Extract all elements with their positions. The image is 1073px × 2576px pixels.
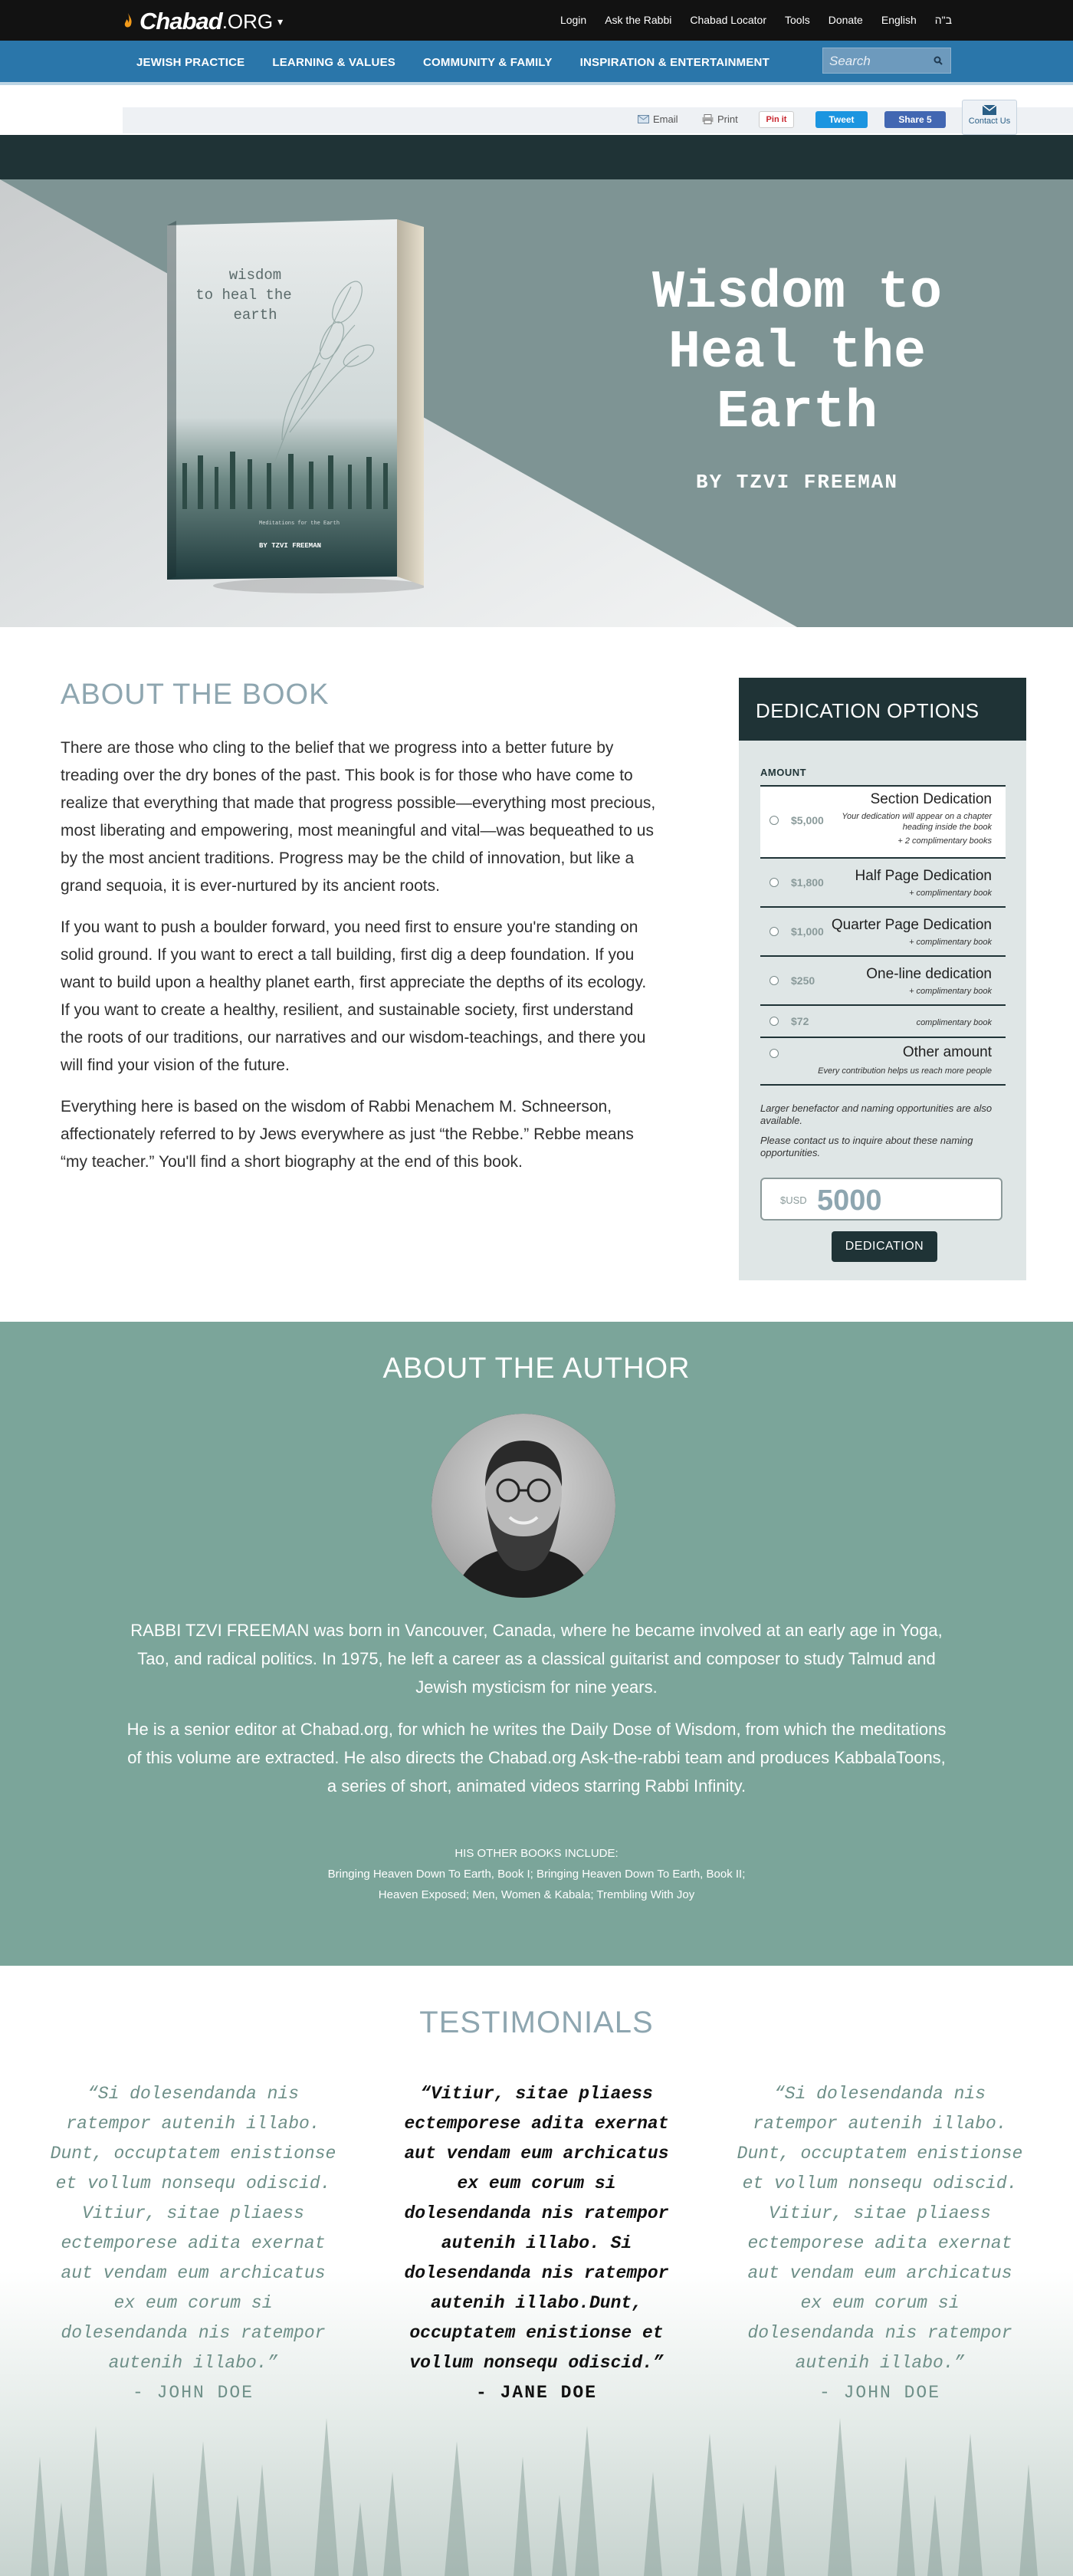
dedication-button[interactable]: DEDICATION — [832, 1231, 937, 1262]
chevron-down-icon: ▾ — [277, 15, 284, 28]
chabad-logo[interactable] — [123, 8, 283, 35]
other-books-list: Heaven Exposed; Men, Women & Kabala; Trembling With Joy — [378, 1888, 695, 1901]
language-link[interactable]: English — [881, 14, 917, 26]
amount-value: 5000 — [817, 1184, 882, 1217]
logo-suffix: .ORG — [221, 9, 274, 33]
svg-text:BY TZVI FREEMAN: BY TZVI FREEMAN — [259, 542, 322, 550]
hero-top-band — [0, 135, 1073, 179]
search-box — [822, 48, 951, 74]
radio-icon[interactable] — [769, 927, 779, 936]
print-label: Print — [717, 113, 738, 125]
dedication-footnote: Please contact us to inquire about these naming opportunities. — [760, 1135, 973, 1158]
testimonial-text: “Si dolesendanda nis ratempor autenih illabo. Dunt, occuptatem enistionse et vollum nonsequ odiscid. Vitiur, sitae pliaess ectemporese adita exernat aut vendam eum archicatus ex eum corum si dolesendanda nis ratempor autenih illabo.” — [50, 2084, 336, 2373]
amount-label: AMOUNT — [760, 767, 807, 778]
tools-link[interactable]: Tools — [785, 14, 810, 26]
print-icon — [702, 114, 714, 124]
author-bio-paragraph: RABBI TZVI FREEMAN was born in Vancouver, Canada, where he became involved at an early age in Yoga, Tao, and radical politics. In 1975, he left a career as a classical guitarist and composer to study Talmud and Jewish mysticism for nine years. — [130, 1621, 943, 1697]
option-price: $72 — [791, 1015, 809, 1027]
option-note: complimentary book — [916, 1018, 992, 1027]
radio-icon[interactable] — [769, 1049, 779, 1058]
option-note: + complimentary book — [909, 889, 992, 898]
about-book-paragraph: There are those who cling to the belief that we progress into a better future by treading over the dry bones of the past. This book is for those who have come to realize that everything that made that progress possible—everything most precious, most liberating and empowering, most meaningful and vital—was bequeathed to us by the most ancient traditions. Progress may be the child of innovation, but like a grand sequoia, it is ever-nurtured by its ancient roots. — [61, 739, 656, 895]
hero-author: BY TZVI FREEMAN — [695, 471, 899, 494]
hero-title: Wisdom to Heal the Earth — [651, 263, 943, 443]
dedication-options — [760, 785, 1006, 1086]
top-links — [542, 14, 952, 26]
about-author-title: ABOUT THE AUTHOR — [382, 1352, 691, 1385]
option-note-extra: + 2 complimentary books — [897, 836, 992, 846]
option-note: Every contribution helps us reach more people — [818, 1066, 992, 1076]
author-bio-paragraph: He is a senior editor at Chabad.org, for which he writes the Daily Dose of Wisdom, from which the meditations of this volume are extracted. He also directs the Chabad.org Ask-the-rabbi team and produces KabbalaToons, a series of short, animated videos starring Rabbi Infinity. — [126, 1720, 947, 1796]
radio-icon[interactable] — [769, 878, 779, 887]
email-label: Email — [653, 113, 678, 125]
option-price: $250 — [791, 974, 815, 987]
option-72[interactable] — [760, 1004, 1006, 1037]
option-note: Your dedication will appear on a chapter heading inside the book — [842, 812, 992, 832]
search-icon[interactable] — [934, 56, 943, 65]
testimonial-1 — [48, 2079, 339, 2408]
author-photo — [431, 1414, 615, 1598]
flame-icon — [123, 12, 133, 31]
author-portrait — [431, 1414, 615, 1598]
email-icon — [638, 115, 649, 123]
print-share[interactable] — [702, 113, 738, 125]
testimonial-2 — [391, 2079, 682, 2408]
testimonials-title: TESTIMONIALS — [419, 2006, 654, 2039]
svg-text:wisdom: wisdom — [228, 267, 282, 284]
currency-label: $USD — [780, 1194, 807, 1206]
option-other-amount[interactable] — [760, 1037, 1006, 1086]
share-toolbar — [123, 107, 1073, 133]
option-price: $1,000 — [791, 925, 824, 938]
main-nav — [0, 41, 1073, 85]
nav-item-inspiration[interactable]: INSPIRATION & ENTERTAINMENT — [579, 56, 769, 69]
tweet-button[interactable]: Tweet — [815, 111, 868, 128]
contact-us-label: Contact Us — [968, 117, 1011, 126]
option-note: + complimentary book — [909, 938, 992, 947]
other-books-label: HIS OTHER BOOKS INCLUDE: — [454, 1847, 619, 1860]
testimonial-author: - JOHN DOE — [132, 2383, 254, 2403]
facebook-share-button[interactable]: Share 5 — [884, 111, 946, 128]
ask-the-rabbi-link[interactable]: Ask the Rabbi — [605, 14, 672, 26]
testimonial-3 — [734, 2079, 1025, 2408]
dedication-panel — [739, 678, 1026, 1280]
option-section-dedication[interactable] — [760, 785, 1006, 857]
other-books-list: Bringing Heaven Down To Earth, Book I; Bringing Heaven Down To Earth, Book II; — [327, 1868, 746, 1881]
chabad-locator-link[interactable]: Chabad Locator — [690, 14, 767, 26]
email-share[interactable] — [638, 113, 678, 125]
login-link[interactable]: Login — [559, 14, 587, 26]
radio-icon[interactable] — [769, 976, 779, 985]
about-book-title: ABOUT THE BOOK — [61, 678, 330, 711]
option-quarter-page[interactable] — [760, 906, 1006, 955]
option-half-page[interactable] — [760, 857, 1006, 906]
hero-banner — [0, 179, 1073, 627]
dedication-footnote: Larger benefactor and naming opportunities are also available. — [760, 1102, 993, 1126]
nav-item-jewish-practice[interactable]: JEWISH PRACTICE — [136, 56, 245, 69]
option-name: Section Dedication — [870, 791, 992, 807]
top-bar — [0, 0, 1073, 41]
author-bio — [123, 1616, 950, 1814]
about-book-paragraph: If you want to push a boulder forward, you need first to ensure you're standing on solid ground. If you want to erect a tall building, first dig a deep foundation. If you want to build upon a healthy planet earth, first appreciate the depths of its ecology. If you want to create a healthy, resilient, and sustainable society, first understand the roots of our traditions, our narratives and our wisdom-teachings, and there you will find your vision of the future. — [61, 918, 647, 1074]
radio-icon[interactable] — [769, 1017, 779, 1026]
bsd-mark: ב"ה — [934, 14, 952, 26]
dedication-title: DEDICATION OPTIONS — [739, 678, 1026, 741]
amount-input[interactable] — [760, 1178, 1002, 1221]
testimonial-text: “Si dolesendanda nis ratempor autenih illabo. Dunt, occuptatem enistionse et vollum nonsequ odiscid. Vitiur, sitae pliaess ectemporese adita exernat aut vendam eum archicatus ex eum corum si dolesendanda nis ratempor autenih illabo.” — [737, 2084, 1023, 2373]
donate-link[interactable]: Donate — [828, 14, 863, 26]
search-input[interactable] — [829, 53, 925, 70]
option-note: + complimentary book — [909, 987, 992, 996]
testimonials-section — [0, 1966, 1073, 2576]
option-name: One-line dedication — [866, 966, 992, 982]
svg-text:earth: earth — [233, 307, 277, 324]
other-books — [123, 1843, 950, 1905]
testimonial-author: - JANE DOE — [475, 2383, 598, 2403]
testimonial-author: - JOHN DOE — [819, 2383, 941, 2403]
radio-selected-icon[interactable] — [769, 816, 779, 825]
nav-item-community-family[interactable]: COMMUNITY & FAMILY — [423, 56, 553, 69]
contact-us-button[interactable] — [962, 100, 1017, 135]
option-name: Half Page Dedication — [855, 868, 992, 884]
option-price: $5,000 — [791, 814, 824, 826]
nav-item-learning-values[interactable]: LEARNING & VALUES — [272, 56, 395, 69]
envelope-icon — [983, 105, 996, 115]
option-one-line[interactable] — [760, 955, 1006, 1004]
book-cover-image — [167, 210, 424, 593]
svg-text:to heal the: to heal the — [195, 287, 292, 304]
option-name: Other amount — [902, 1044, 992, 1060]
testimonial-text: “Vitiur, sitae pliaess ectemporese adita exernat aut vendam eum archicatus ex eum corum si dolesendanda nis ratempor autenih illabo. Si dolesendanda nis ratempor autenih illabo.Dunt, occuptatem enistionse et vollum nonsequ odiscid.” — [404, 2084, 669, 2373]
pinterest-button[interactable]: Pin it — [759, 111, 794, 128]
option-name: Quarter Page Dedication — [831, 917, 992, 933]
logo-wordmark: Chabad — [139, 8, 222, 34]
option-price: $1,800 — [791, 876, 824, 889]
svg-text:Meditations for the Earth: Meditations for the Earth — [259, 521, 340, 527]
about-book-text — [61, 734, 658, 1190]
about-book-paragraph: Everything here is based on the wisdom of Rabbi Menachem M. Schneerson, affectionately referred to by Jews everywhere as just “the Rebbe.” Rebbe means “my teacher.” You'll find a short biography at the end of this book. — [61, 1098, 634, 1171]
about-author-section — [0, 1322, 1073, 1966]
